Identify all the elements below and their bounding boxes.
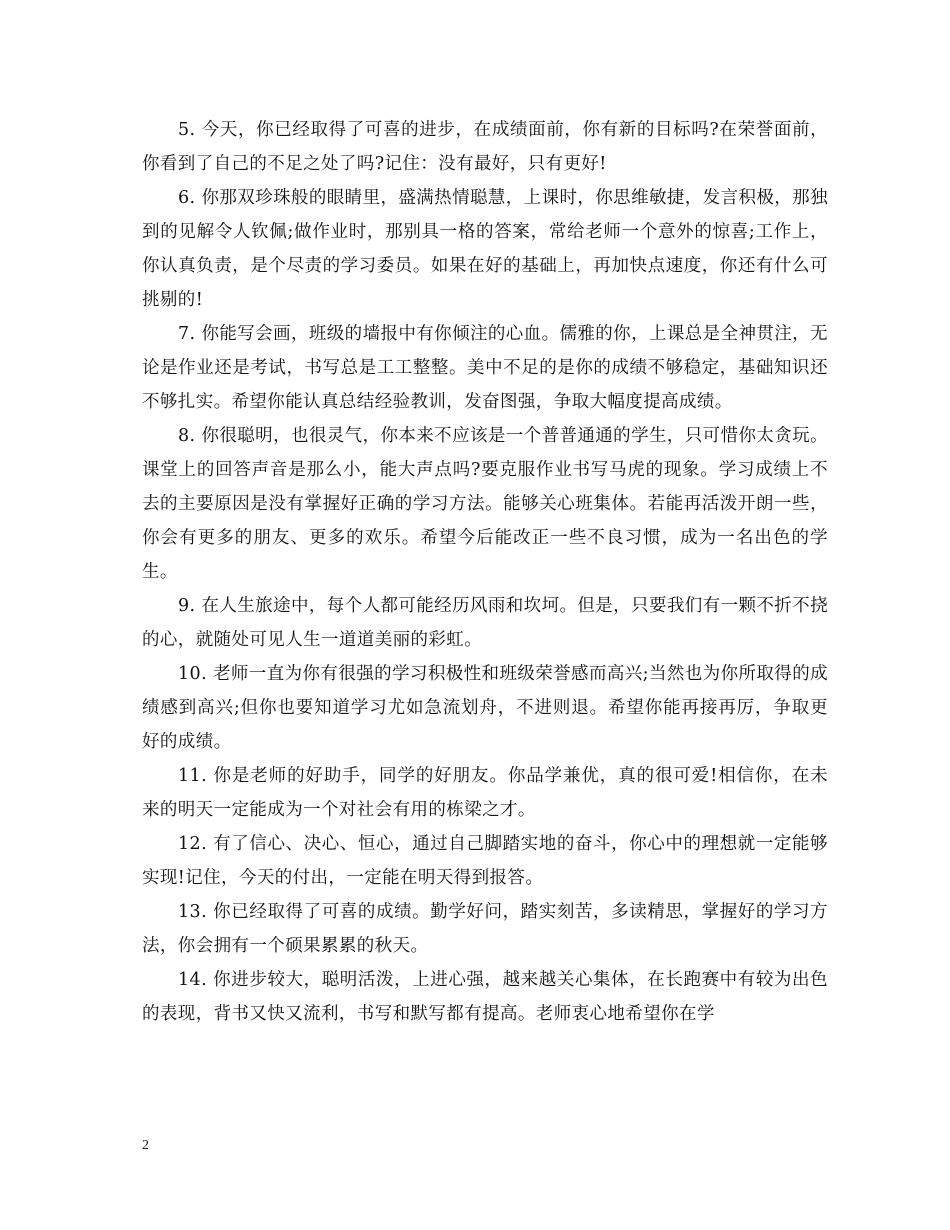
paragraph-8: 8. 你很聪明，也很灵气，你本来不应该是一个普普通通的学生，只可惜你太贪玩。课堂上的回答声音是那么小，能大声点吗?要克服作业书写马虎的现象。学习成绩上不去的主要原因是没有掌握好正确的学习方法。能够关心班集体。若能再活泼开朗一些，你会有更多的朋友、更多的欢乐。希望今后能改正一些不良习惯，成为一名出色的学生。 <box>142 426 828 582</box>
document-body <box>142 113 828 1031</box>
paragraph-13: 13. 你已经取得了可喜的成绩。勤学好问，踏实刻苦，多读精思，掌握好的学习方法，你会拥有一个硕果累累的秋天。 <box>142 902 828 956</box>
paragraph-11: 11. 你是老师的好助手，同学的好朋友。你品学兼优，真的很可爱!相信你，在未来的明天一定能成为一个对社会有用的栋梁之才。 <box>142 766 828 820</box>
paragraph-10: 10. 老师一直为你有很强的学习积极性和班级荣誉感而高兴;当然也为你所取得的成绩感到高兴;但你也要知道学习尤如急流划舟，不进则退。希望你能再接再厉，争取更好的成绩。 <box>142 664 828 752</box>
paragraph-14: 14. 你进步较大，聪明活泼，上进心强，越来越关心集体，在长跑赛中有较为出色的表现，背书又快又流利，书写和默写都有提高。老师衷心地希望你在学 <box>142 970 828 1024</box>
paragraph-12: 12. 有了信心、决心、恒心，通过自己脚踏实地的奋斗，你心中的理想就一定能够实现!记住，今天的付出，一定能在明天得到报答。 <box>142 834 828 888</box>
paragraph-6: 6. 你那双珍珠般的眼睛里，盛满热情聪慧，上课时，你思维敏捷，发言积极，那独到的见解令人钦佩;做作业时，那别具一格的答案，常给老师一个意外的惊喜;工作上，你认真负责，是个尽责的学习委员。如果在好的基础上，再加快点速度，你还有什么可挑剔的! <box>142 188 828 310</box>
paragraph-7: 7. 你能写会画，班级的墙报中有你倾注的心血。儒雅的你，上课总是全神贯注，无论是作业还是考试，书写总是工工整整。美中不足的是你的成绩不够稳定，基础知识还不够扎实。希望你能认真总结经验教训，发奋图强，争取大幅度提高成绩。 <box>142 324 828 412</box>
paragraph-9: 9. 在人生旅途中，每个人都可能经历风雨和坎坷。但是，只要我们有一颗不折不挠的心，就随处可见人生一道道美丽的彩虹。 <box>142 596 828 650</box>
paragraph-5: 5. 今天，你已经取得了可喜的进步，在成绩面前，你有新的目标吗?在荣誉面前，你看到了自己的不足之处了吗?记住：没有最好，只有更好! <box>142 120 828 174</box>
page-number: 2 <box>142 1138 149 1153</box>
